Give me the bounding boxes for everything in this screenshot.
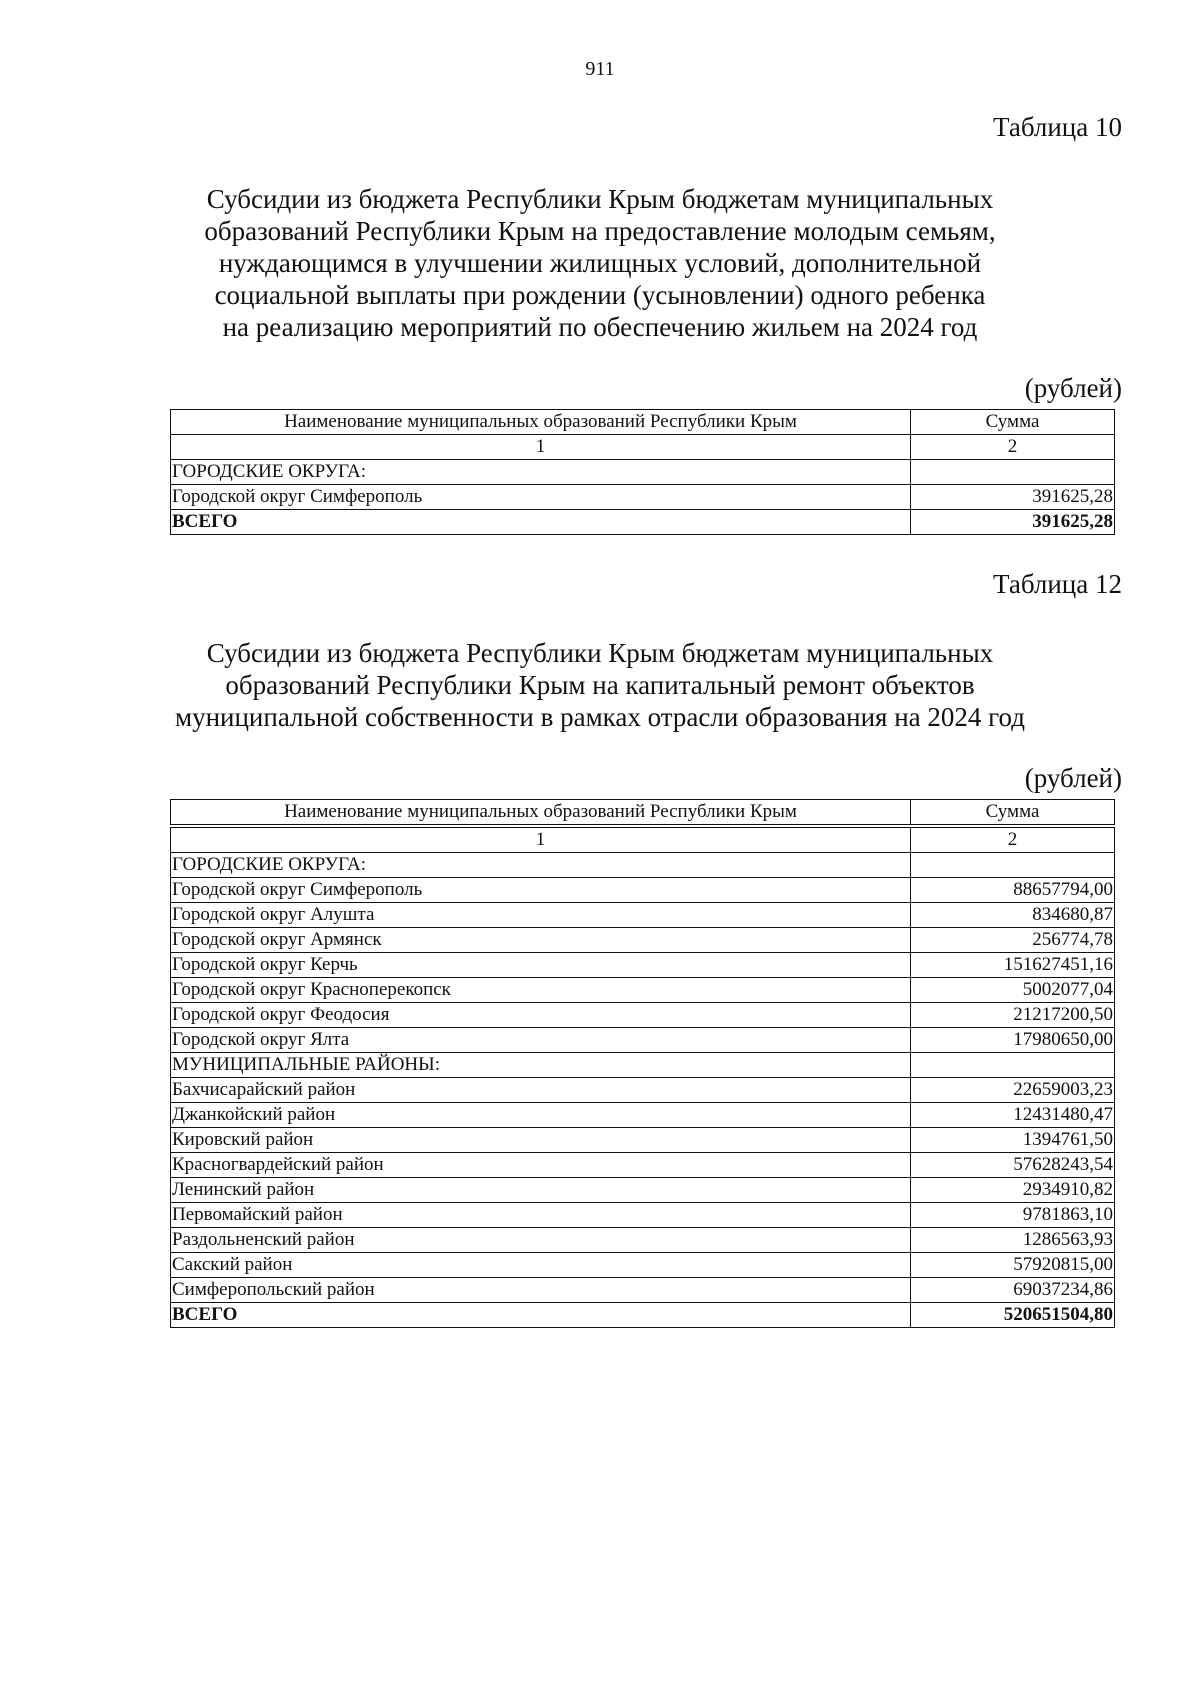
total-name: ВСЕГО (171, 1303, 911, 1328)
row-name: Первомайский район (171, 1203, 911, 1228)
table-row (171, 1278, 1115, 1303)
table10-label: Таблица 10 (993, 112, 1122, 142)
header-sum: Сумма (911, 800, 1115, 825)
table10-title (100, 183, 1100, 343)
table-row (171, 853, 1115, 878)
column-number: 2 (911, 828, 1115, 853)
header-sum: Сумма (911, 410, 1115, 435)
table-row (171, 1128, 1115, 1153)
table-row (171, 978, 1115, 1003)
table-header-row (171, 800, 1115, 825)
row-name: Городской округ Феодосия (171, 1003, 911, 1028)
row-sum: 57920815,00 (911, 1253, 1115, 1278)
total-row (171, 1303, 1115, 1328)
table-row (171, 1078, 1115, 1103)
row-name: Джанкойский район (171, 1103, 911, 1128)
table10-title-line: социальной выплаты при рождении (усыновлении) одного ребенка (214, 280, 986, 310)
row-sum (911, 460, 1115, 485)
row-name: Сакский район (171, 1253, 911, 1278)
table-header-row (171, 410, 1115, 435)
row-name: Бахчисарайский район (171, 1078, 911, 1103)
column-number-row (171, 435, 1115, 460)
table-row (171, 1228, 1115, 1253)
table-row (171, 460, 1115, 485)
table-row (171, 953, 1115, 978)
table10-title-line: нуждающимся в улучшении жилищных условий, дополнительной (218, 248, 982, 278)
table-row (171, 1203, 1115, 1228)
table10-title-line: на реализацию мероприятий по обеспечению жильем на 2024 год (222, 312, 978, 342)
table12-title (100, 637, 1100, 733)
row-name: Кировский район (171, 1128, 911, 1153)
table10-units: (рублей) (1024, 373, 1122, 403)
row-name: Раздольненский район (171, 1228, 911, 1253)
row-name: Красногвардейский район (171, 1153, 911, 1178)
table12-title-line: Субсидии из бюджета Республики Крым бюджетам муниципальных (206, 638, 994, 668)
row-sum: 256774,78 (911, 928, 1115, 953)
column-number: 1 (171, 828, 911, 853)
table-row (171, 1253, 1115, 1278)
row-name: Ленинский район (171, 1178, 911, 1203)
row-name: ГОРОДСКИЕ ОКРУГА: (171, 853, 911, 878)
header-name: Наименование муниципальных образований Республики Крым (171, 410, 911, 435)
table-row (171, 485, 1115, 510)
total-name: ВСЕГО (171, 510, 911, 535)
header-name: Наименование муниципальных образований Республики Крым (171, 800, 911, 825)
row-sum (911, 1053, 1115, 1078)
column-number: 1 (171, 435, 911, 460)
row-name: Городской округ Симферополь (171, 485, 911, 510)
table12-title-line: муниципальной собственности в рамках отрасли образования на 2024 год (174, 702, 1025, 732)
table-row (171, 903, 1115, 928)
table-row (171, 1153, 1115, 1178)
row-name: Городской округ Красноперекопск (171, 978, 911, 1003)
row-sum: 151627451,16 (911, 953, 1115, 978)
total-row (171, 510, 1115, 535)
row-sum: 391625,28 (911, 485, 1115, 510)
table-row (171, 878, 1115, 903)
table10-grid (170, 409, 1115, 535)
column-number-row (171, 828, 1115, 853)
table12-grid (170, 799, 1115, 1328)
table-row (171, 1028, 1115, 1053)
row-name: Городской округ Ялта (171, 1028, 911, 1053)
row-sum: 69037234,86 (911, 1278, 1115, 1303)
row-name: МУНИЦИПАЛЬНЫЕ РАЙОНЫ: (171, 1053, 911, 1078)
row-sum (911, 853, 1115, 878)
row-name: Городской округ Симферополь (171, 878, 911, 903)
row-name: Городской округ Армянск (171, 928, 911, 953)
row-sum: 9781863,10 (911, 1203, 1115, 1228)
table-row (171, 1103, 1115, 1128)
row-sum: 834680,87 (911, 903, 1115, 928)
total-sum: 391625,28 (911, 510, 1115, 535)
page-number: 911 (585, 58, 615, 80)
row-sum: 2934910,82 (911, 1178, 1115, 1203)
row-sum: 21217200,50 (911, 1003, 1115, 1028)
row-sum: 1286563,93 (911, 1228, 1115, 1253)
table-row (171, 1003, 1115, 1028)
row-sum: 1394761,50 (911, 1128, 1115, 1153)
table12-title-line: образований Республики Крым на капитальный ремонт объектов (225, 670, 975, 700)
table12-units: (рублей) (1024, 763, 1122, 793)
table12-label: Таблица 12 (993, 569, 1122, 599)
total-sum: 520651504,80 (911, 1303, 1115, 1328)
row-name: ГОРОДСКИЕ ОКРУГА: (171, 460, 911, 485)
table-row (171, 1053, 1115, 1078)
row-sum: 17980650,00 (911, 1028, 1115, 1053)
row-sum: 12431480,47 (911, 1103, 1115, 1128)
row-name: Городской округ Алушта (171, 903, 911, 928)
row-name: Симферопольский район (171, 1278, 911, 1303)
table-row (171, 928, 1115, 953)
row-name: Городской округ Керчь (171, 953, 911, 978)
table10-title-line: образований Республики Крым на предоставление молодым семьям, (204, 216, 996, 246)
column-number: 2 (911, 435, 1115, 460)
table-row (171, 1178, 1115, 1203)
row-sum: 57628243,54 (911, 1153, 1115, 1178)
row-sum: 88657794,00 (911, 878, 1115, 903)
row-sum: 22659003,23 (911, 1078, 1115, 1103)
table10-title-line: Субсидии из бюджета Республики Крым бюджетам муниципальных (206, 184, 994, 214)
row-sum: 5002077,04 (911, 978, 1115, 1003)
